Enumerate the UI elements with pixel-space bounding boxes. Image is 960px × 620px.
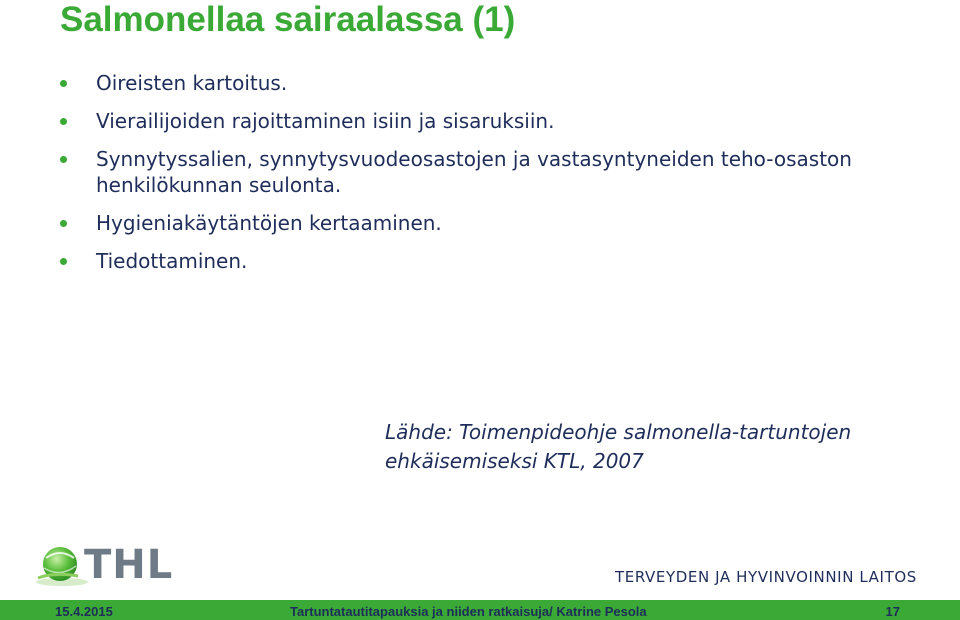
bullet-text: Vierailijoiden rajoittaminen isiin ja sisaruksiin. (96, 109, 555, 133)
bullet-dot-icon (60, 118, 67, 125)
thl-logo-text: THL (84, 542, 174, 588)
footer-bar (0, 600, 960, 620)
bullet-text: Hygieniakäytäntöjen kertaaminen. (96, 211, 442, 235)
bullet-item (60, 70, 880, 96)
bullet-list (60, 70, 880, 286)
source-line-1: Lähde: Toimenpideohje salmonella-tartuntojen (385, 420, 852, 444)
bullet-dot-icon (60, 220, 67, 227)
bullet-text: Oireisten kartoitus. (96, 71, 288, 95)
slide-title: Salmonellaa sairaalassa (1) (60, 0, 516, 39)
footer-date: 15.4.2015 (55, 604, 113, 619)
page-number: 17 (885, 604, 900, 619)
bullet-text: Tiedottaminen. (96, 249, 248, 273)
bullet-text: Synnytyssalien, synnytysvuodeosastojen ja vastasyntyneiden teho-osaston henkilökunnan seulonta. (96, 147, 852, 197)
footer-center-text: Tartuntatautitapauksia ja niiden ratkaisuja/ Katrine Pesola (290, 604, 647, 619)
bullet-item (60, 146, 880, 198)
source-line-2: ehkäisemiseksi KTL, 2007 (385, 449, 644, 473)
bullet-dot-icon (60, 258, 67, 265)
source-citation (385, 418, 905, 476)
institute-name: TERVEYDEN JA HYVINVOINNIN LAITOS (615, 568, 917, 586)
bullet-dot-icon (60, 156, 67, 163)
bullet-item (60, 210, 880, 236)
bullet-item (60, 248, 880, 274)
bullet-item (60, 108, 880, 134)
bullet-dot-icon (60, 80, 67, 87)
